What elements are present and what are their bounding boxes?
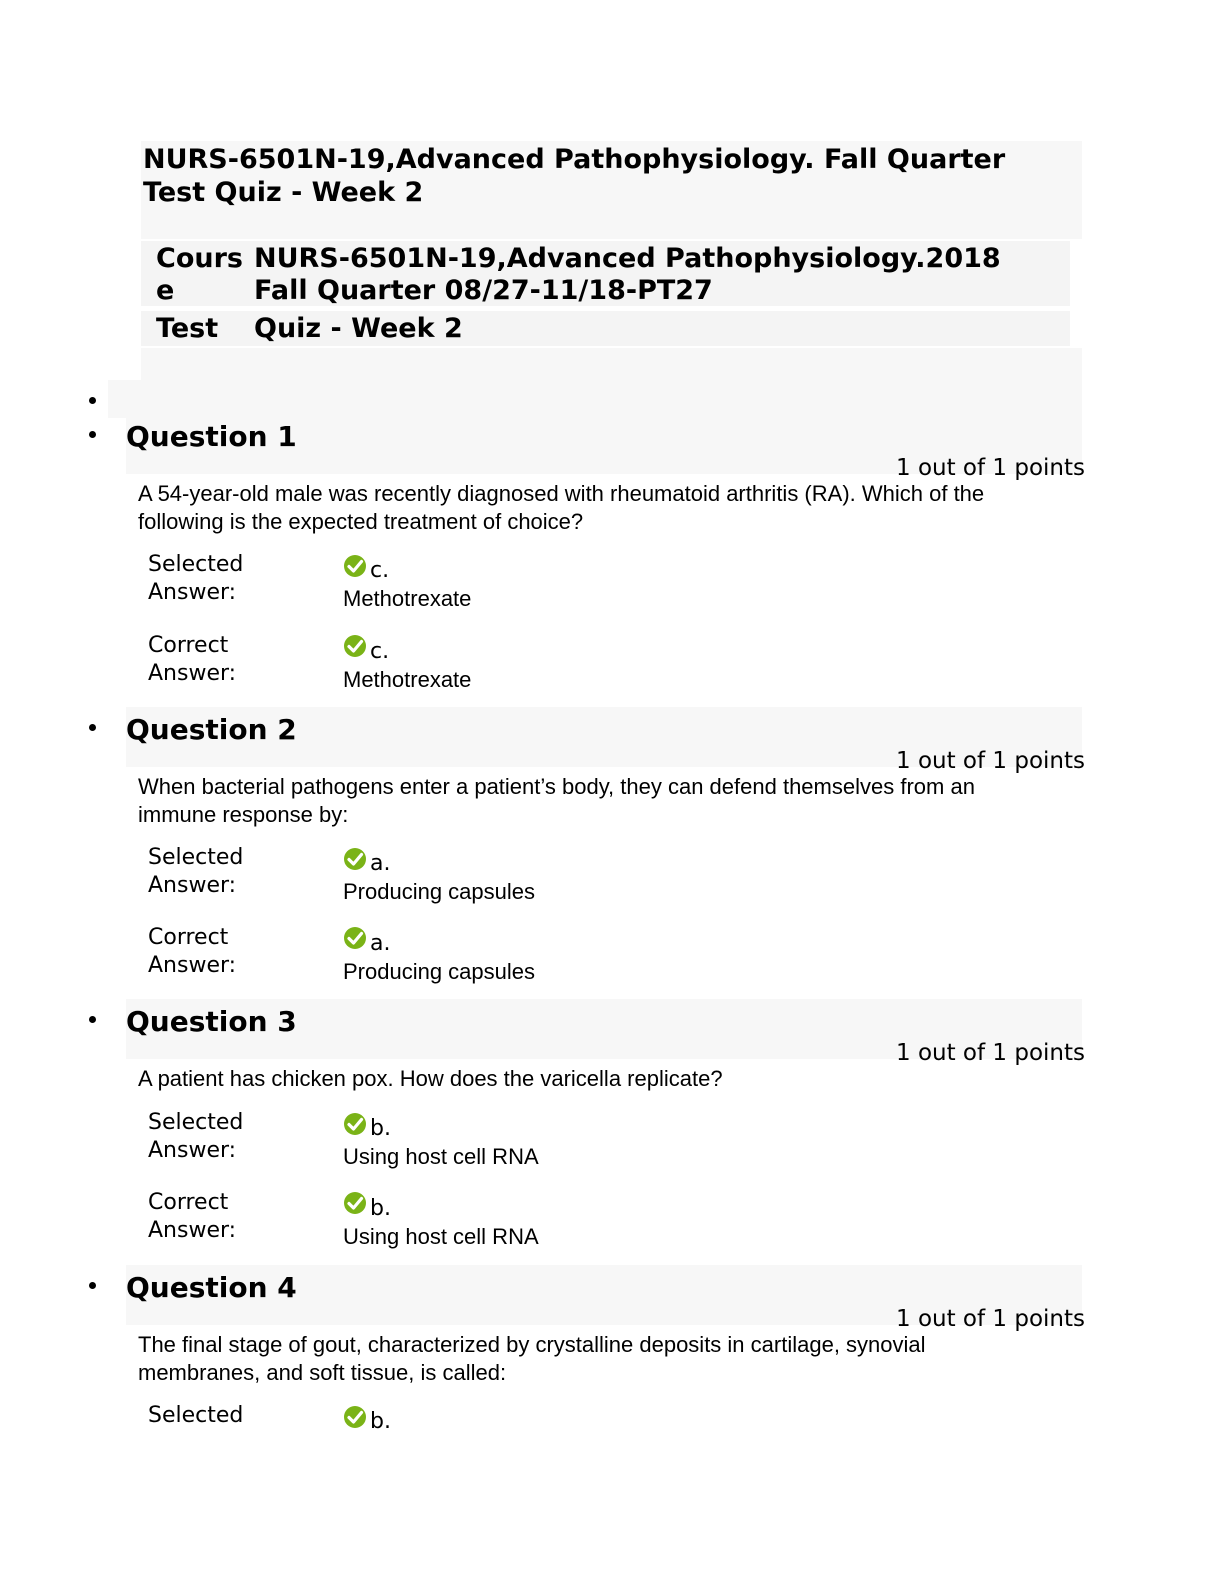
question-4-text: The final stage of gout, characterized by crystalline deposits in cartilage, synovial membranes, and soft tissue, is called: xyxy=(138,1332,926,1385)
question-2-points: 1 out of 1 points xyxy=(896,748,1085,774)
check-circle-icon xyxy=(343,1405,369,1431)
list-bullet xyxy=(89,724,96,731)
question-1-correct-label: Correct Answer: xyxy=(148,633,237,686)
test-label: Test xyxy=(156,313,219,344)
list-bullet xyxy=(89,1282,96,1289)
course-label: Course xyxy=(156,243,243,306)
question-2-selected-label: Selected Answer: xyxy=(148,845,244,898)
empty-list-item xyxy=(108,380,1082,418)
question-2-text: When bacterial pathogens enter a patient’s body, they can defend themselves from an immune response by: xyxy=(138,774,975,827)
question-2-correct-answer: Producing capsules xyxy=(343,959,536,984)
question-3-selected-answer: Using host cell RNA xyxy=(343,1144,539,1169)
question-1-points: 1 out of 1 points xyxy=(896,455,1085,481)
page-title-block xyxy=(141,141,1082,239)
course-value-line2: Fall Quarter 08/27-11/18-PT27 xyxy=(254,275,713,306)
question-3-header xyxy=(126,999,1085,1066)
page-title-line2: Test Quiz - Week 2 xyxy=(143,177,424,208)
question-3-selected-label: Selected Answer: xyxy=(148,1110,244,1163)
question-1-selected-letter: c. xyxy=(370,558,390,583)
question-4-title: Question 4 xyxy=(126,1271,297,1304)
course-value-line1: NURS-6501N-19,Advanced Pathophysiology.2018 xyxy=(254,243,1001,274)
test-value: Quiz - Week 2 xyxy=(254,313,463,344)
question-2-selected-letter: a. xyxy=(370,851,391,876)
question-4-selected-letter: b. xyxy=(370,1409,391,1434)
question-3-correct-letter: b. xyxy=(370,1196,391,1221)
question-1-correct-letter: c. xyxy=(370,639,390,664)
question-3-points: 1 out of 1 points xyxy=(896,1040,1085,1066)
question-3-title: Question 3 xyxy=(126,1005,297,1038)
question-2-header xyxy=(126,707,1085,774)
question-3-selected-letter: b. xyxy=(370,1116,391,1141)
question-3-correct-answer: Using host cell RNA xyxy=(343,1224,539,1249)
question-1-selected-label: Selected Answer: xyxy=(148,552,244,605)
page-title-line1: NURS-6501N-19,Advanced Pathophysiology. Fall Quarter xyxy=(143,144,1006,175)
check-circle-icon xyxy=(343,1112,369,1138)
question-1-correct-answer: Methotrexate xyxy=(343,667,472,692)
question-1-selected-answer: Methotrexate xyxy=(343,586,472,611)
question-1-text: A 54-year-old male was recently diagnosed with rheumatoid arthritis (RA). Which of the following is the expected treatment of choice? xyxy=(138,481,985,534)
question-3-text: A patient has chicken pox. How does the varicella replicate? xyxy=(138,1066,723,1091)
question-2-correct-label: Correct Answer: xyxy=(148,925,237,978)
check-circle-icon xyxy=(343,1191,369,1217)
check-circle-icon xyxy=(343,634,369,660)
question-1-title: Question 1 xyxy=(126,420,297,453)
test-row xyxy=(141,311,1070,346)
check-circle-icon xyxy=(343,554,369,580)
list-bullet xyxy=(89,397,96,404)
question-4-selected-label: Selected xyxy=(148,1403,244,1428)
question-2-title: Question 2 xyxy=(126,713,297,746)
question-4-points: 1 out of 1 points xyxy=(896,1306,1085,1332)
list-bullet xyxy=(89,1016,96,1023)
check-circle-icon xyxy=(343,847,369,873)
question-4-header xyxy=(126,1265,1085,1332)
question-1-header xyxy=(126,414,1085,481)
list-bullet xyxy=(89,431,96,438)
course-row xyxy=(141,241,1070,306)
question-2-selected-answer: Producing capsules xyxy=(343,879,536,904)
spacer-band xyxy=(141,348,1082,380)
question-3-correct-label: Correct Answer: xyxy=(148,1190,237,1243)
question-2-correct-letter: a. xyxy=(370,931,391,956)
check-circle-icon xyxy=(343,926,369,952)
